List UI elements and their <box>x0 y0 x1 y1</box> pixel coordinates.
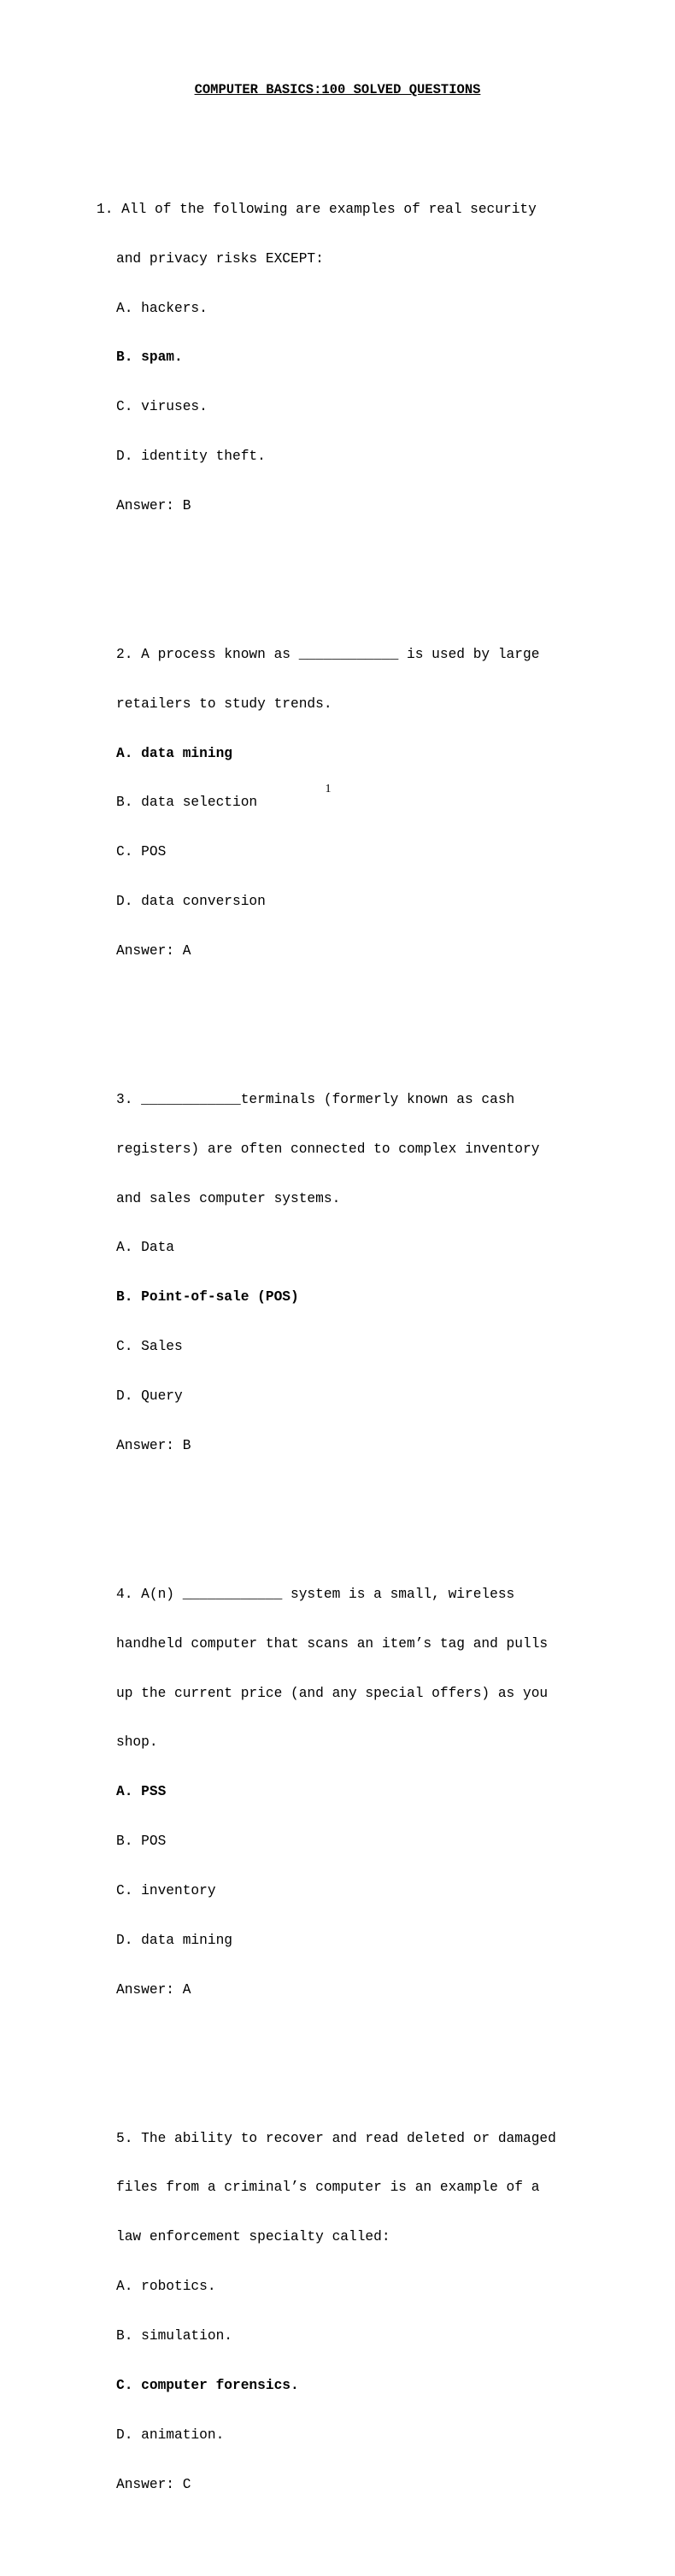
question-text-line: handheld computer that scans an item’s tag and pulls <box>116 1635 549 1652</box>
question-text-line: 4. A(n) ____________ system is a small, wireless <box>116 1586 515 1602</box>
question-text-line: up the current price (and any special offers) as you <box>116 1685 549 1701</box>
answer-option: A. robotics. <box>116 2279 216 2295</box>
question-text-line: files from a criminal’s computer is an example of a <box>116 2180 540 2196</box>
page-title: COMPUTER BASICS:100 SOLVED QUESTIONS <box>194 82 481 97</box>
answer-option: A. hackers. <box>116 300 208 316</box>
question-list <box>97 103 609 2576</box>
question-text-line: 5. The ability to recover and read deleted or damaged <box>116 2130 556 2146</box>
answer-option: D. identity theft. <box>116 449 266 465</box>
page-number: 1 <box>325 783 332 795</box>
question-1 <box>97 168 609 548</box>
question-text-line: retailers to study trends. <box>116 695 332 712</box>
question-text-line: law enforcement specialty called: <box>116 2229 390 2245</box>
correct-answer-option: A. PSS <box>116 1784 167 1800</box>
correct-answer-option: B. spam. <box>116 349 183 366</box>
answer-option: C. viruses. <box>116 399 208 415</box>
answer-option: B. data selection <box>116 795 258 811</box>
question-4 <box>97 1553 609 2032</box>
answer-option: C. Sales <box>116 1339 183 1355</box>
answer-option: C. inventory <box>116 1883 216 1899</box>
correct-answer-option: A. data mining <box>116 745 232 761</box>
question-text-line: 3. ____________terminals (formerly known as cash <box>116 1091 515 1107</box>
answer-option: D. data mining <box>116 1932 232 1948</box>
question-text-line: 1. All of the following are examples of real security <box>97 201 537 217</box>
question-2 <box>97 613 609 993</box>
question-5 <box>97 2098 609 2526</box>
question-text-line: 2. A process known as ____________ is used by large <box>116 646 540 662</box>
question-text-line: and sales computer systems. <box>116 1190 341 1206</box>
answer-option: D. Query <box>116 1388 183 1405</box>
answer-option: D. animation. <box>116 2426 225 2443</box>
question-3 <box>97 1059 609 1488</box>
correct-answer-option: B. Point-of-sale (POS) <box>116 1289 299 1306</box>
answer-option: B. simulation. <box>116 2328 232 2344</box>
answer-key: Answer: B <box>116 498 191 514</box>
answer-key: Answer: B <box>116 1438 191 1454</box>
correct-answer-option: C. computer forensics. <box>116 2377 299 2393</box>
question-text-line: and privacy risks EXCEPT: <box>116 250 324 267</box>
answer-key: Answer: A <box>116 943 191 959</box>
answer-option: D. data conversion <box>116 894 266 910</box>
question-text-line: registers) are often connected to complex inventory <box>116 1141 540 1157</box>
answer-option: C. POS <box>116 844 167 860</box>
answer-option: B. POS <box>116 1834 167 1850</box>
question-text-line: shop. <box>116 1734 158 1751</box>
answer-option: A. Data <box>116 1240 174 1256</box>
answer-key: Answer: A <box>116 1981 191 1998</box>
answer-key: Answer: C <box>116 2476 191 2492</box>
